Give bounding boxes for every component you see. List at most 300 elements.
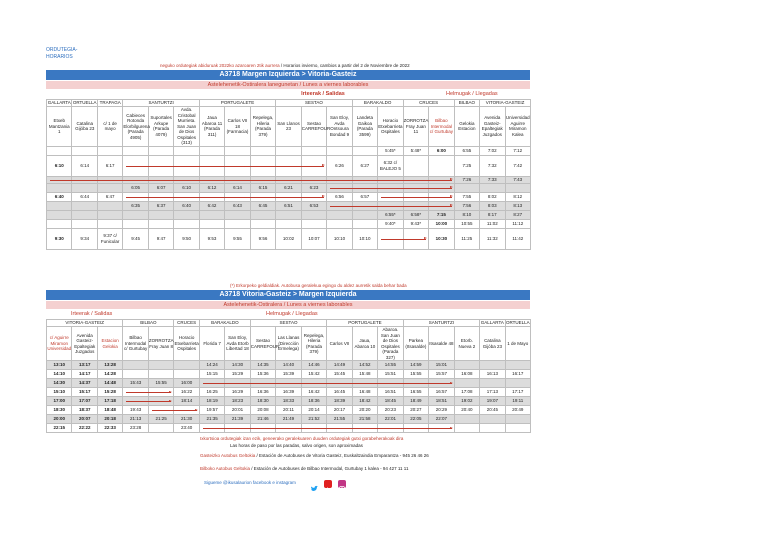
- section2-title: A3718 Vitoria-Gasteiz > Margen Izquierda: [46, 290, 530, 300]
- section1-cell: [97, 210, 122, 219]
- section1-cell: 7:56: [454, 201, 479, 210]
- section2-cell: 23:40: [174, 424, 199, 433]
- section2-cell: 20:07: [72, 415, 97, 424]
- section1-cell: 9:56: [250, 228, 276, 249]
- section1-cell: [97, 146, 122, 155]
- section1-cell: 7:02: [480, 146, 505, 155]
- section1-cell: [505, 183, 530, 192]
- section2-stop-4: ZORROTZA Fray Juan 8: [148, 327, 173, 361]
- section2-stop-0: c/ Aguirre Miramon Universidad: [47, 327, 72, 361]
- section2-cell: 20:11: [276, 406, 301, 415]
- section1-stop-11: San Eloy, Avda Ontsoura Bondad 9: [327, 107, 353, 147]
- section1-cell: 5:45*: [378, 146, 403, 155]
- section1-cell: 9:30: [47, 228, 72, 249]
- section1-cell: 6:26: [327, 155, 353, 176]
- section1-cell: [225, 219, 250, 228]
- section2-zone-0: VITORIA-GASTEIZ: [47, 320, 123, 327]
- section2-stop-14: Parkea (Itsasalde): [403, 327, 428, 361]
- section2-cell: 14:55: [378, 361, 404, 370]
- section2-cell: 15:28: [97, 388, 122, 397]
- section1-cell: [148, 146, 173, 155]
- section1-cell: [72, 210, 97, 219]
- section1-cell: 8:03: [480, 201, 505, 210]
- section2-stop-16: Etorb. Nueva 2: [454, 327, 479, 361]
- section1-cell: 10:10: [352, 228, 377, 249]
- section1-cell: 6:42: [199, 201, 224, 210]
- section2-cell: 18:36: [301, 397, 327, 406]
- section1-zone-5: SESTAO: [276, 100, 352, 107]
- youtube-icon[interactable]: [324, 480, 332, 488]
- section2-cell: 15:51: [378, 370, 404, 379]
- section1-cell: [327, 146, 353, 155]
- section2-stop-row: [47, 327, 531, 361]
- section1-row: [47, 210, 531, 219]
- section2-cell: 20:08: [250, 406, 275, 415]
- section2-cell: 15:15: [199, 370, 224, 379]
- section2-cell: 14:10: [47, 370, 72, 379]
- section2-cell: 18:39: [327, 397, 352, 406]
- section1-zone-0: GALLARTA: [47, 100, 71, 106]
- section1-cell: 7:42: [505, 155, 530, 176]
- section1-cell: 6:15: [250, 183, 276, 192]
- section1-cell: 9:34: [72, 228, 97, 249]
- section1-cell: 6:12: [199, 183, 224, 192]
- social-label: Sigueme @ikusalaurion facebook e instagram: [204, 480, 296, 485]
- section2-cell: 17:00: [47, 397, 72, 406]
- section1-cell: [378, 192, 403, 201]
- section1-cell: [454, 183, 479, 192]
- section1-cell: 10:55: [454, 219, 479, 228]
- section2-cell: 19:43: [123, 406, 148, 415]
- section2-zone-8: ORTUELLA: [505, 320, 530, 326]
- section1-cell: 6:14: [225, 183, 250, 192]
- section1-cell: [97, 201, 122, 210]
- section1-cell: 6:05: [123, 183, 148, 192]
- skip-arrow: [203, 383, 452, 384]
- section2-cell: [454, 379, 479, 388]
- section1-cell: 6:55: [454, 146, 479, 155]
- section1-zone-row: [47, 100, 531, 107]
- section1-cell: 9:43*: [403, 219, 428, 228]
- section1-cell: 7:15: [429, 210, 454, 219]
- section1-cell: [301, 210, 326, 219]
- section2-stop-18: 1 de Mayo: [505, 327, 530, 361]
- section1-cell: [199, 146, 224, 155]
- section2-cell: 16:39: [276, 388, 301, 397]
- section2-cell: 20:49: [505, 406, 530, 415]
- section2-row: [47, 397, 531, 406]
- section1-stop-15: Bilbao Intermodal c/ Gurtubay: [429, 107, 454, 147]
- section2-cell: [480, 361, 505, 370]
- section2-cell: 14:49: [327, 361, 352, 370]
- section2-cell: 15:10: [47, 388, 72, 397]
- section2-cell: 21:13: [123, 415, 148, 424]
- section2-cell: 17:17: [505, 388, 530, 397]
- section1-cell: 6:32 c/ BALEJO 5: [378, 155, 403, 176]
- section2-zone-4: SESTAO: [250, 320, 326, 327]
- skip-arrow: [152, 410, 197, 411]
- section2-cell: 15:29: [225, 370, 250, 379]
- section1-row: [47, 146, 531, 155]
- section2-cell: 18:37: [72, 406, 97, 415]
- section1-zone-8: BILBAO: [454, 100, 479, 107]
- section1-cell: [429, 155, 454, 176]
- section2-zone-5: PORTUGALETE: [327, 320, 403, 327]
- section2-cell: 15:36: [250, 370, 275, 379]
- section2-cell: 14:28: [97, 370, 122, 379]
- section1-stop-2: c/ 1 de mayo: [97, 107, 122, 147]
- section2-cell: 18:51: [429, 397, 454, 406]
- section1-cell: [378, 228, 403, 249]
- section2-cell: 20:40: [454, 406, 479, 415]
- section1-cell: 6:00: [429, 146, 454, 155]
- section2-cell: [174, 370, 199, 379]
- section2-cell: 18:19: [199, 397, 224, 406]
- section2-cell: 15:17: [72, 388, 97, 397]
- section1-cell: 5:48*: [403, 146, 428, 155]
- section1-cell: 10:07: [301, 228, 326, 249]
- section2-cell: 21:30: [174, 415, 199, 424]
- section1-cell: 9:45: [123, 228, 148, 249]
- section2-cell: 16:57: [429, 388, 454, 397]
- section1-cell: [301, 219, 326, 228]
- section1-cell: 9:55: [225, 228, 250, 249]
- section1-cell: [47, 146, 72, 155]
- section2-cell: 20:29: [429, 406, 454, 415]
- section1-stop-7: Carlos VII 18 (Farmacia): [225, 107, 250, 147]
- section2-cell: 16:13: [480, 370, 505, 379]
- skip-arrow: [50, 180, 452, 181]
- section1-cell: 10:10: [327, 228, 353, 249]
- section1-zone-7: CRUCES: [403, 100, 454, 107]
- section1-cell: 7:55: [454, 192, 479, 201]
- section2-stop-2: Estacion Gelokia: [97, 327, 122, 361]
- twitter-icon[interactable]: [310, 480, 318, 488]
- section2-cell: 13:28: [97, 361, 122, 370]
- section2-stop-5: Horacio Etxebarrieta Ospitales: [174, 327, 199, 361]
- section2-cell: 14:24: [199, 361, 224, 370]
- section1-cell: [47, 176, 72, 183]
- notice-red-text: neguko ordutegiak abiduruak 2022ko azaroaren 2tik aurrera: [160, 63, 280, 68]
- section2-cell: 15:45: [327, 370, 352, 379]
- section2-cell: 15:48: [352, 370, 377, 379]
- section1-dir-left: Irteerak / Salidas: [301, 91, 345, 97]
- section1-stop-1: Catalina Gijóba 23: [72, 107, 97, 147]
- section2-cell: 20:45: [480, 406, 505, 415]
- section2-cell: 20:27: [403, 406, 428, 415]
- section2-zone-row: [47, 320, 531, 327]
- section1-cell: [250, 219, 276, 228]
- section2-cell: 20:01: [225, 406, 250, 415]
- section2-stop-15: Itsasalde 48: [429, 327, 454, 361]
- section1-zone-6: BARAKALDO: [352, 100, 403, 107]
- section2-cell: 17:07: [72, 397, 97, 406]
- section1-cell: 6:10: [47, 155, 72, 176]
- section2-cell: 18:14: [174, 397, 199, 406]
- section1-cell: 6:53: [301, 201, 326, 210]
- section2-row: [47, 406, 531, 415]
- section2-cell: 21:46: [250, 415, 275, 424]
- header-line-1: ORDUTEGIA-: [46, 47, 78, 53]
- section1-stop-4: Suportales Arkupe (Parada 4079): [148, 107, 173, 147]
- section1-cell: 9:50: [174, 228, 199, 249]
- section1-cell: [174, 219, 199, 228]
- section2-row: [47, 361, 531, 370]
- section1-cell: [174, 146, 199, 155]
- contact-bilbao: [200, 466, 408, 471]
- section2-cell: [454, 424, 479, 433]
- section1-zone-9: VITORIA-GASTEIZ: [480, 100, 531, 107]
- section2-cell: 16:48: [352, 388, 377, 397]
- section1-cell: 6:57: [352, 192, 377, 201]
- instagram-icon[interactable]: [338, 480, 346, 488]
- section1-cell: [352, 210, 377, 219]
- section1-cell: 7:32: [480, 155, 505, 176]
- section1-row: [47, 201, 531, 210]
- section2-zone-7: GALLARTA: [480, 320, 504, 326]
- section1-cell: 6:45: [250, 201, 276, 210]
- section2-cell: 13:10: [47, 361, 72, 370]
- section2-cell: 22:33: [97, 424, 122, 433]
- section1-title: A3718 Margen Izquierda > Vitoria-Gasteiz: [46, 70, 530, 80]
- section1-cell: [72, 201, 97, 210]
- section2-row: [47, 370, 531, 379]
- section1-cell: 10:30: [429, 228, 454, 249]
- section2-cell: 21:39: [225, 415, 250, 424]
- section1-cell: 8:10: [454, 210, 479, 219]
- skip-arrow: [330, 206, 451, 207]
- section2-cell: 19:07: [480, 397, 505, 406]
- section1-footnote: (*) Erkorpeko geldialdiak. Autobusa geralekua egingo du aldez aurretik salda behar bada: [230, 283, 407, 288]
- section1-direction: [46, 90, 530, 98]
- section1-cell: [148, 219, 173, 228]
- section1-cell: [47, 210, 72, 219]
- section1-cell: 6:44: [72, 192, 97, 201]
- section1-row: [47, 192, 531, 201]
- section2-cell: 18:48: [97, 406, 122, 415]
- section2-cell: 18:23: [225, 397, 250, 406]
- contact-bilbao-detail: / Estación de Autobuses de Bilbao Intermodal, Gurtubay 1 kalea - 94 427 11 11: [250, 466, 409, 471]
- section2-cell: 15:55: [148, 379, 173, 388]
- section1-stop-18: Universidad Aguirre Miramon Kalea: [505, 107, 530, 147]
- section1-cell: [327, 210, 353, 219]
- section1-cell: 9:37 c/ Funicular: [97, 228, 122, 249]
- section1-cell: [327, 219, 353, 228]
- section2-cell: 13:17: [72, 361, 97, 370]
- section2-cell: 15:01: [429, 361, 454, 370]
- section2-cell: 14:30: [225, 361, 250, 370]
- section2-days: Astelehenetik-Ostiralera / Lunes a viernes laborables: [46, 301, 530, 309]
- section2-cell: 20:20: [352, 406, 377, 415]
- schedule-notice: [160, 63, 410, 68]
- section2-cell: 14:48: [97, 379, 122, 388]
- section1-cell: 7:33: [480, 176, 505, 183]
- section2-cell: 22:07: [429, 415, 454, 424]
- section2-cell: [454, 361, 479, 370]
- section1-cell: 10:00: [429, 219, 454, 228]
- section1-cell: [276, 210, 301, 219]
- section2-cell: 20:18: [97, 415, 122, 424]
- section2-cell: 16:45: [327, 388, 352, 397]
- section2-cell: 23:28: [123, 424, 148, 433]
- section1-cell: 8:13: [505, 201, 530, 210]
- section2-cell: 15:55: [403, 370, 428, 379]
- section2-cell: 14:52: [352, 361, 377, 370]
- section2-cell: 14:30: [47, 379, 72, 388]
- contact-vitoria-name: Gasteizko Autobus Geltokia: [200, 453, 256, 458]
- skip-arrow: [126, 166, 324, 167]
- section1-cell: 6:51: [276, 201, 301, 210]
- section2-row: [47, 379, 531, 388]
- section2-dir-left: Irteerak / Salidas: [71, 311, 113, 317]
- section1-cell: [276, 219, 301, 228]
- section1-stop-12: Landeta Gaikoa (Parada 3599): [352, 107, 377, 147]
- section1-cell: [403, 155, 428, 176]
- section1-table: [46, 99, 531, 250]
- social-line: [204, 480, 296, 485]
- section2-cell: [480, 415, 505, 424]
- section2-cell: 21:58: [352, 415, 377, 424]
- section2-cell: [199, 379, 224, 388]
- section1-cell: [72, 183, 97, 192]
- section2-note2: Las horas de paso por las paradas, salvo origen, son aproximadas: [230, 443, 363, 448]
- section2-cell: 18:42: [352, 397, 377, 406]
- section1-stop-10: Sestao CARREFOUR: [301, 107, 326, 147]
- section2-zone-1: BILBAO: [123, 320, 174, 327]
- section2-cell: [148, 406, 173, 415]
- section1-cell: 6:37: [148, 201, 173, 210]
- section2-cell: [505, 379, 530, 388]
- section2-stop-7: San Eloy, Avda Etorb Libertad 18: [225, 327, 250, 361]
- section2-cell: 14:46: [301, 361, 327, 370]
- section2-cell: 21:52: [301, 415, 327, 424]
- section2-cell: 20:00: [47, 415, 72, 424]
- section2-cell: [174, 361, 199, 370]
- section2-cell: 16:36: [250, 388, 275, 397]
- section1-cell: 6:17: [97, 155, 122, 176]
- section1-cell: 6:07: [148, 183, 173, 192]
- section2-cell: 18:33: [276, 397, 301, 406]
- contact-bilbao-name: Bilboko Autobus Geltokia: [200, 466, 251, 471]
- section1-cell: 6:56: [327, 192, 353, 201]
- section1-cell: [72, 219, 97, 228]
- section2-cell: 15:43: [123, 379, 148, 388]
- section1-row: [47, 183, 531, 192]
- section2-stop-11: Carlos VII: [327, 327, 352, 361]
- section2-stop-8: Sestao CARREFOUR: [250, 327, 275, 361]
- section2-table: [46, 319, 531, 433]
- section1-cell: [123, 155, 148, 176]
- section1-cell: 11:02: [480, 219, 505, 228]
- section1-cell: [148, 210, 173, 219]
- section2-zone-6: SANTURTZI: [403, 320, 479, 327]
- section1-days: Astelehenetik-Ostiralera lanegunetan / Lunes a viernes laborables: [46, 81, 530, 89]
- section1-cell: 6:55*: [378, 210, 403, 219]
- section2-cell: 17:08: [454, 388, 479, 397]
- section1-cell: [72, 146, 97, 155]
- section2-cell: [123, 370, 148, 379]
- section1-cell: 7:26: [454, 176, 479, 183]
- section1-cell: 6:27: [352, 155, 377, 176]
- section1-cell: [174, 210, 199, 219]
- section2-stop-12: Jaua, Abaroa 10: [352, 327, 377, 361]
- section2-cell: [123, 397, 148, 406]
- section2-cell: 16:00: [174, 379, 199, 388]
- section2-cell: 21:25: [148, 415, 173, 424]
- section1-cell: [123, 192, 148, 201]
- section2-stop-10: Repelega, Hileria (Parada 379): [301, 327, 327, 361]
- section1-cell: 7:43: [505, 176, 530, 183]
- section1-cell: [199, 219, 224, 228]
- section2-row: [47, 388, 531, 397]
- section1-stop-5: Avda. Cristobal Murrieta. San Juan de Dios Ospitales (313): [174, 107, 199, 147]
- section2-cell: 22:22: [72, 424, 97, 433]
- section1-cell: 6:58*: [403, 210, 428, 219]
- section2-cell: 18:30: [250, 397, 275, 406]
- section1-cell: [327, 183, 353, 192]
- contact-vitoria-detail: / Estación de Autobuses de Vitoria Gasteiz, Euskaltzaindia Emparantza - 945 26 46 26: [255, 453, 429, 458]
- section2-cell: [148, 361, 173, 370]
- section2-cell: [123, 361, 148, 370]
- section1-cell: [47, 219, 72, 228]
- section1-cell: 8:12: [505, 192, 530, 201]
- section2-cell: [148, 370, 173, 379]
- section1-cell: 11:12: [505, 219, 530, 228]
- section2-cell: [505, 361, 530, 370]
- section1-cell: 6:47: [97, 192, 122, 201]
- section2-cell: [123, 388, 148, 397]
- section2-stop-3: Bilbao Intermodal c/ Gurtubay: [123, 327, 148, 361]
- section1-cell: 11:25: [454, 228, 479, 249]
- section1-cell: [199, 210, 224, 219]
- skip-arrow: [330, 188, 451, 189]
- section1-cell: 6:43: [225, 201, 250, 210]
- section1-stop-14: ZORROTZA Fray Juan 11: [403, 107, 428, 147]
- section1-stop-13: Horacio Etxebarrieta Ospitales: [378, 107, 403, 147]
- section1-cell: 6:10: [174, 183, 199, 192]
- section2-row: [47, 415, 531, 424]
- section1-cell: [250, 146, 276, 155]
- skip-arrow: [381, 197, 451, 198]
- section1-stop-16: Gelokia Estacion: [454, 107, 479, 147]
- section1-stop-3: Cabieces Rotonda Elorbilgurena (Parada 4905): [123, 107, 148, 147]
- section1-cell: [123, 146, 148, 155]
- section2-note1: Ixkortsioa ordutegiak izan ezik, geneerako geralekuaren duuden ordutegiak gutxi gorabeherakoak dira: [200, 436, 404, 441]
- section1-cell: 6:14: [72, 155, 97, 176]
- section2-cell: 20:14: [301, 406, 327, 415]
- section2-cell: 15:42: [301, 370, 327, 379]
- skip-arrow: [126, 197, 324, 198]
- section1-cell: 6:40: [174, 201, 199, 210]
- section2-cell: 18:49: [403, 397, 428, 406]
- section2-cell: 16:55: [403, 388, 428, 397]
- section1-zone-3: SANTURTZI: [123, 100, 199, 107]
- section1-stop-row: [47, 107, 531, 147]
- section1-cell: 6:35: [123, 201, 148, 210]
- section2-cell: 19:02: [454, 397, 479, 406]
- section2-cell: 19:57: [199, 406, 224, 415]
- section1-cell: [97, 219, 122, 228]
- section1-cell: 10:02: [276, 228, 301, 249]
- section2-cell: 16:08: [454, 370, 479, 379]
- skip-arrow: [381, 239, 426, 240]
- section1-cell: [352, 146, 377, 155]
- section1-cell: [225, 146, 250, 155]
- section1-stop-0: Etxeb Mantzania 1: [47, 107, 72, 147]
- section1-cell: 7:25: [454, 155, 479, 176]
- section2-cell: 16:25: [199, 388, 224, 397]
- contact-vitoria: [200, 453, 429, 458]
